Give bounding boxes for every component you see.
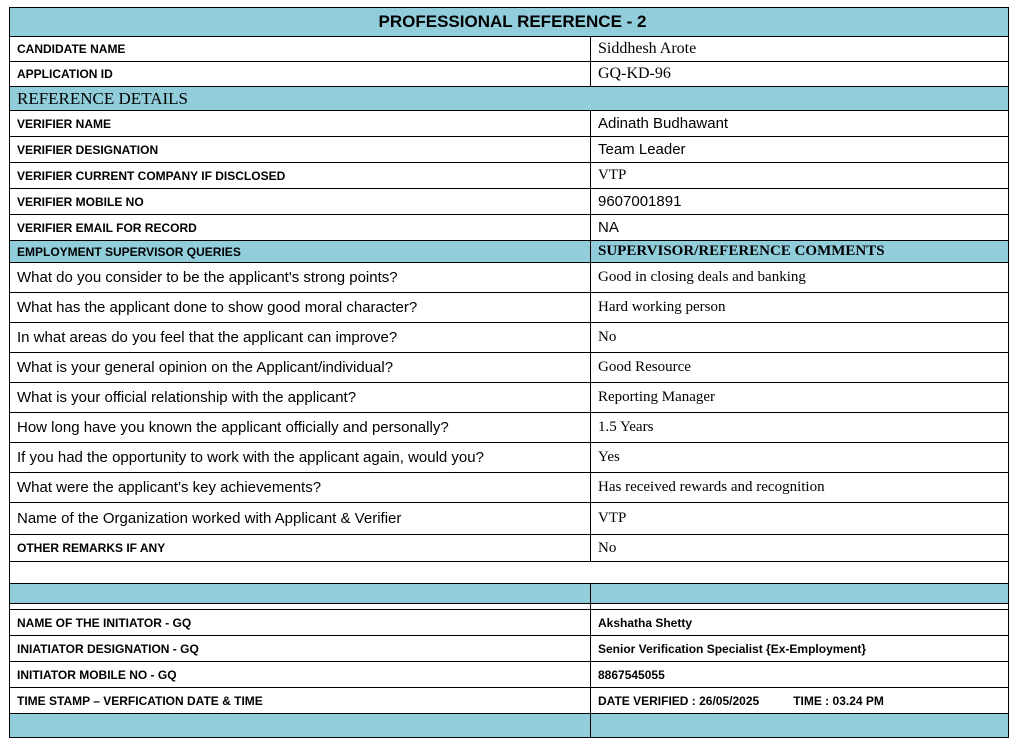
professional-reference-form [9, 7, 1009, 738]
initiator-designation-label: INIATIATOR DESIGNATION - GQ [10, 636, 591, 662]
application-id-value: GQ-KD-96 [591, 62, 1009, 87]
blank-teal-cell [591, 584, 1009, 604]
blank-teal-cell [10, 714, 591, 738]
query-question: What were the applicant’s key achievements? [10, 473, 591, 503]
verifier-designation-value: Team Leader [591, 137, 1009, 163]
query-answer: 1.5 Years [591, 413, 1009, 443]
verifier-mobile-label: VERIFIER MOBILE NO [10, 189, 591, 215]
verifier-email-value: NA [591, 215, 1009, 241]
verified-date: DATE VERIFIED : 26/05/2025 [598, 693, 760, 708]
queries-column-header: EMPLOYMENT SUPERVISOR QUERIES [10, 241, 591, 263]
initiator-name-label: NAME OF THE INITIATOR - GQ [10, 610, 591, 636]
initiator-mobile-value: 8867545055 [591, 662, 1009, 688]
query-question: Name of the Organization worked with Applicant & Verifier [10, 503, 591, 535]
query-question: What do you consider to be the applicant's strong points? [10, 263, 591, 293]
verifier-mobile-value: 9607001891 [591, 189, 1009, 215]
query-answer: VTP [591, 503, 1009, 535]
query-answer: Has received rewards and recognition [591, 473, 1009, 503]
verifier-designation-label: VERIFIER DESIGNATION [10, 137, 591, 163]
blank-teal-cell [591, 714, 1009, 738]
verifier-name-label: VERIFIER NAME [10, 111, 591, 137]
query-question: If you had the opportunity to work with the applicant again, would you? [10, 443, 591, 473]
blank-row [10, 562, 1009, 584]
query-answer: Yes [591, 443, 1009, 473]
query-answer: Good in closing deals and banking [591, 263, 1009, 293]
query-question: What is your general opinion on the Applicant/individual? [10, 353, 591, 383]
candidate-name-value: Siddhesh Arote [591, 37, 1009, 62]
query-answer: Hard working person [591, 293, 1009, 323]
blank-teal-cell [10, 584, 591, 604]
application-id-label: APPLICATION ID [10, 62, 591, 87]
comments-column-header: SUPERVISOR/REFERENCE COMMENTS [591, 241, 1009, 263]
verifier-company-value: VTP [591, 163, 1009, 189]
query-answer: No [591, 323, 1009, 353]
query-answer: Reporting Manager [591, 383, 1009, 413]
timestamp-value [591, 688, 1009, 714]
initiator-name-value: Akshatha Shetty [591, 610, 1009, 636]
query-answer: Good Resource [591, 353, 1009, 383]
verified-time: TIME : 03.24 PM [793, 693, 884, 708]
other-remarks-label: OTHER REMARKS IF ANY [10, 535, 591, 562]
initiator-mobile-label: INITIATOR MOBILE NO - GQ [10, 662, 591, 688]
query-question: In what areas do you feel that the applicant can improve? [10, 323, 591, 353]
verifier-name-value: Adinath Budhawant [591, 111, 1009, 137]
query-question: How long have you known the applicant officially and personally? [10, 413, 591, 443]
initiator-designation-value: Senior Verification Specialist {Ex-Employment} [591, 636, 1009, 662]
query-question: What is your official relationship with the applicant? [10, 383, 591, 413]
verifier-email-label: VERIFIER EMAIL FOR RECORD [10, 215, 591, 241]
query-question: What has the applicant done to show good moral character? [10, 293, 591, 323]
timestamp-label: TIME STAMP – VERFICATION DATE & TIME [10, 688, 591, 714]
verifier-company-label: VERIFIER CURRENT COMPANY IF DISCLOSED [10, 163, 591, 189]
reference-details-header: REFERENCE DETAILS [10, 87, 1009, 111]
form-title: PROFESSIONAL REFERENCE - 2 [10, 8, 1009, 37]
candidate-name-label: CANDIDATE NAME [10, 37, 591, 62]
other-remarks-value: No [591, 535, 1009, 562]
